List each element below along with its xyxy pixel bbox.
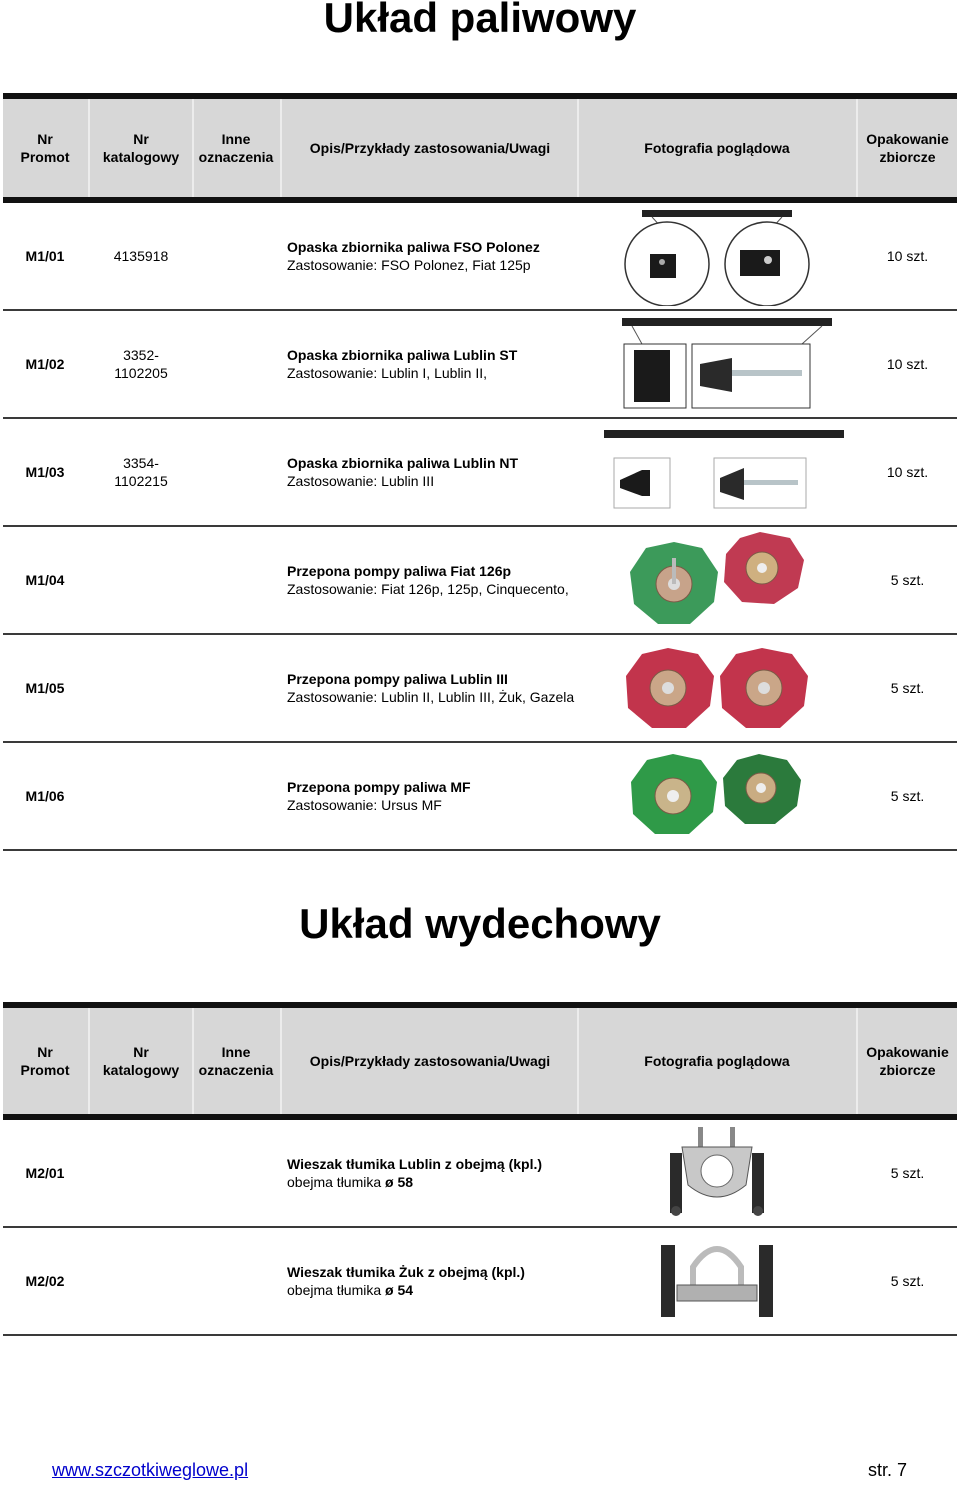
table-row [3, 203, 957, 311]
description [287, 635, 577, 741]
header-inne: Inne oznaczenia [198, 131, 274, 165]
exhaust-table [3, 1002, 957, 1336]
nr-promot: M2/02 [25, 1273, 65, 1289]
nr-promot: M1/04 [25, 572, 65, 588]
packaging: 10 szt. [886, 356, 929, 372]
nr-promot: M1/01 [25, 248, 65, 264]
product-photo [579, 635, 855, 741]
nr-katalogowy: 3354- 1102215 [114, 455, 168, 489]
packaging: 5 szt. [890, 1273, 925, 1289]
table-header [3, 93, 957, 203]
product-name: Wieszak tłumika Lublin z obejmą (kpl.) [287, 1156, 543, 1172]
packaging: 5 szt. [890, 572, 925, 588]
description [287, 527, 577, 633]
description [287, 1120, 577, 1226]
product-usage: Zastosowanie: Lublin I, Lublin II, [287, 365, 488, 381]
description [287, 1228, 577, 1334]
header-nr-katalogowy: Nr katalogowy [102, 1044, 180, 1078]
product-name: Przepona pompy paliwa Lublin III [287, 671, 508, 687]
product-name: Przepona pompy paliwa Fiat 126p [287, 563, 512, 579]
header-nr-katalogowy: Nr katalogowy [102, 131, 180, 165]
nr-katalogowy: 4135918 [113, 248, 169, 264]
header-opis: Opis/Przykłady zastosowania/Uwagi [309, 1053, 551, 1069]
page-number: str. 7 [868, 1460, 908, 1480]
packaging: 5 szt. [890, 788, 925, 804]
table-row [3, 527, 957, 635]
website-link[interactable]: www.szczotkiweglowe.pl [52, 1460, 249, 1480]
product-photo [579, 527, 855, 633]
product-usage: Zastosowanie: Lublin III [287, 473, 435, 489]
section-title-fuel: Układ paliwowy [323, 0, 637, 41]
description [287, 311, 577, 417]
product-photo [579, 743, 855, 849]
product-name: Opaska zbiornika paliwa FSO Polonez [287, 239, 540, 255]
table-row [3, 1120, 957, 1228]
header-foto: Fotografia poglądowa [644, 1053, 790, 1069]
product-photo [579, 203, 855, 309]
table-row [3, 743, 957, 851]
product-photo [579, 419, 855, 525]
table-row [3, 311, 957, 419]
header-opakowanie: Opakowanie zbiorcze [866, 1044, 949, 1078]
product-usage: Zastosowanie: Ursus MF [287, 797, 442, 813]
nr-promot: M1/05 [25, 680, 65, 696]
product-photo [579, 1120, 855, 1226]
product-name: Opaska zbiornika paliwa Lublin NT [287, 455, 519, 471]
product-name: Wieszak tłumika Żuk z obejmą (kpl.) [287, 1264, 525, 1280]
table-row [3, 1228, 957, 1336]
section-title-exhaust: Układ wydechowy [299, 900, 661, 947]
table-header [3, 1002, 957, 1120]
header-nr-promot: Nr Promot [20, 131, 70, 165]
product-usage: Zastosowanie: FSO Polonez, Fiat 125p [287, 257, 531, 273]
header-inne: Inne oznaczenia [198, 1044, 274, 1078]
product-name: Opaska zbiornika paliwa Lublin ST [287, 347, 518, 363]
packaging: 5 szt. [890, 680, 925, 696]
packaging: 10 szt. [886, 464, 929, 480]
header-opis: Opis/Przykłady zastosowania/Uwagi [309, 140, 551, 156]
description [287, 203, 577, 309]
product-usage: obejma tłumika ø 54 [287, 1282, 414, 1298]
fuel-table [3, 93, 957, 851]
nr-promot: M1/02 [25, 356, 65, 372]
nr-promot: M1/03 [25, 464, 65, 480]
nr-katalogowy: 3352- 1102205 [114, 347, 168, 381]
packaging: 10 szt. [886, 248, 929, 264]
description [287, 743, 577, 849]
packaging: 5 szt. [890, 1165, 925, 1181]
header-nr-promot: Nr Promot [20, 1044, 70, 1078]
product-photo [579, 311, 855, 417]
nr-promot: M1/06 [25, 788, 65, 804]
product-usage: Zastosowanie: Lublin II, Lublin III, Żuk, Gazela [287, 689, 575, 705]
header-opakowanie: Opakowanie zbiorcze [866, 131, 949, 165]
table-row [3, 635, 957, 743]
table-row [3, 419, 957, 527]
product-photo [579, 1228, 855, 1334]
product-name: Przepona pompy paliwa MF [287, 779, 471, 795]
header-foto: Fotografia poglądowa [644, 140, 790, 156]
product-usage: Zastosowanie: Fiat 126p, 125p, Cinquecento, [287, 581, 569, 597]
product-usage: obejma tłumika ø 58 [287, 1174, 414, 1190]
nr-promot: M2/01 [25, 1165, 65, 1181]
description [287, 419, 577, 525]
